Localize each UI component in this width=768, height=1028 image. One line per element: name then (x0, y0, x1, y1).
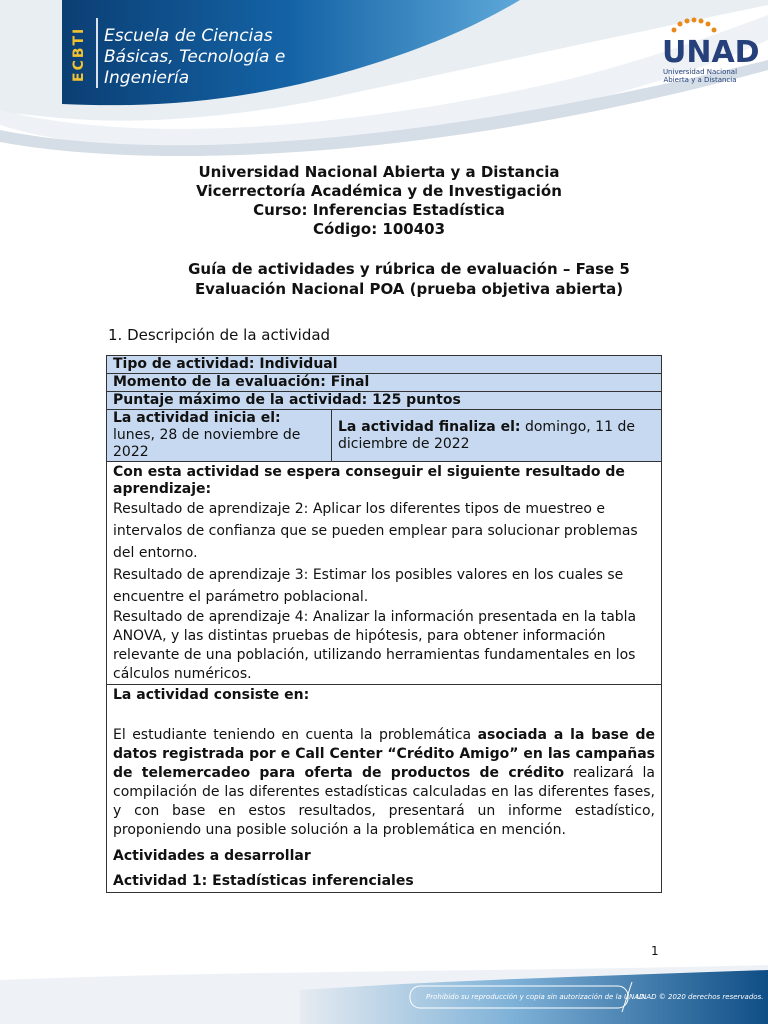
table-row (107, 374, 662, 392)
learning-outcome: Resultado de aprendizaje 4: Analizar la información presentada en la tabla ANOVA, y las distintas pruebas de hipótesis, para obtener información relevante de una población, utilizando herramientas fundamentales en los cálculos numéricos. (113, 609, 637, 682)
table-row (107, 462, 662, 685)
school-name-line: Escuela de Ciencias (104, 26, 273, 46)
unad-subtitle-line: Universidad Nacional (662, 68, 738, 76)
description-rest: realizará la compilación de las diferentes estadísticas calculadas en las diferentes fases, y con base en estos resultados, presentará un informe estadístico, proponiendo una posible solución a la problemática en mención. (113, 765, 655, 838)
end-date-label: La actividad finaliza el: (338, 418, 521, 435)
table-row (107, 410, 662, 462)
max-score: Puntaje máximo de la actividad: 125 puntos (107, 392, 662, 410)
section-heading: 1. Descripción de la actividad (108, 326, 331, 344)
description-intro: El estudiante teniendo en cuenta la problemática (113, 727, 478, 743)
end-date-value: domingo, 11 de diciembre de 2022 (338, 418, 635, 452)
guide-title (0, 259, 768, 299)
learning-outcomes (113, 498, 655, 684)
learning-outcomes-heading: Con esta actividad se espera conseguir el siguiente resultado de aprendizaje: (113, 464, 625, 497)
activity-description-heading: La actividad consiste en: (113, 687, 310, 703)
activity-table (106, 355, 662, 893)
learning-outcome: Resultado de aprendizaje 3: Estimar los posibles valores en los cuales se encuentre el parámetro poblacional. (113, 567, 624, 605)
learning-outcome: Resultado de aprendizaje 2: Aplicar los diferentes tipos de muestreo e intervalos de confianza que se pueden emplear para solucionar problemas del entorno. (113, 501, 638, 561)
school-name-line: Ingeniería (104, 68, 190, 88)
footer-notice: Prohibido su reproducción y copia sin autorización de la UNAD. (426, 993, 647, 1001)
activity-description (113, 726, 655, 840)
start-date-cell (107, 410, 332, 462)
banner-divider (96, 18, 98, 88)
table-row (107, 685, 662, 893)
activity-1-heading: Actividad 1: Estadísticas inferenciales (113, 873, 414, 889)
guide-title-line: Evaluación Nacional POA (prueba objetiva abierta) (194, 280, 624, 298)
university-name: Universidad Nacional Abierta y a Distancia (198, 163, 560, 181)
description-emphasis: asociada a la base de datos registrada por e Call Center “Crédito Amigo” en las campañas de telemercadeo para oferta de productos de crédito (113, 727, 655, 781)
end-date-cell (332, 410, 662, 462)
guide-title-line: Guía de actividades y rúbrica de evaluación – Fase 5 (188, 260, 630, 278)
school-name-line: Básicas, Tecnología e (104, 47, 286, 67)
ecbti-brand-mark: ECBTI (71, 26, 87, 82)
course-name: Curso: Inferencias Estadística (253, 201, 505, 219)
start-date-value: lunes, 28 de noviembre de 2022 (113, 427, 301, 460)
unad-logo-text: UNAD (662, 35, 760, 70)
school-name (104, 26, 285, 89)
course-code: Código: 100403 (312, 220, 446, 238)
header-banner (0, 0, 768, 160)
document-header (0, 163, 768, 239)
evaluation-moment: Momento de la evaluación: Final (107, 374, 662, 392)
table-row (107, 392, 662, 410)
activities-heading: Actividades a desarrollar (113, 848, 311, 864)
table-row (107, 356, 662, 374)
activity-type: Tipo de actividad: Individual (107, 356, 662, 374)
activity-description-cell (107, 685, 662, 893)
footer-copyright: UNAD © 2020 derechos reservados. (636, 993, 764, 1001)
unad-subtitle-line: Abierta y a Distancia (663, 76, 737, 84)
vicerrectoria: Vicerrectoría Académica y de Investigación (196, 182, 562, 200)
page-number: 1 (651, 944, 659, 958)
unad-logo-subtitle (652, 68, 748, 84)
learning-outcomes-cell (107, 462, 662, 685)
start-date-label: La actividad inicia el: (113, 410, 281, 426)
footer-background (0, 960, 768, 1024)
footer-banner (0, 960, 768, 1024)
